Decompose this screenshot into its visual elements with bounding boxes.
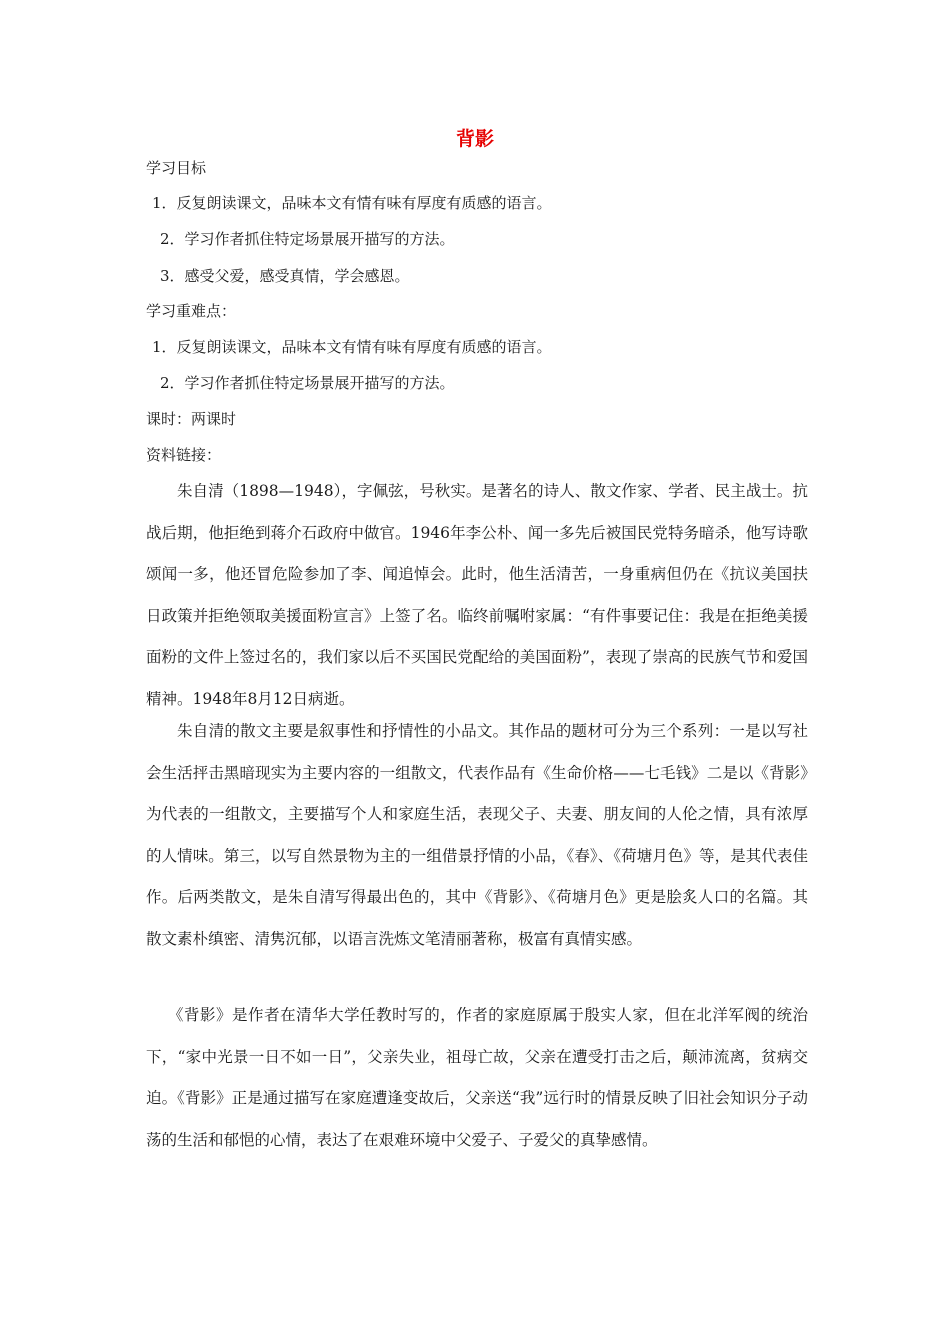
paragraph-author-bio: 朱自清（1898—1948），字佩弦，号秋实。是著名的诗人、散文作家、学者、民主战士。抗战后期，他拒绝到蒋介石政府中做官。1946年李公朴、闻一多先后被国民党特务暗杀，他写诗歌颂闻一多，他还冒危险参加了李、闻追悼会。此时，他生活清苦，一身重病但仍在《抗议美国扶日政策并拒绝领取美援面粉宣言》上签了名。临终前嘱咐家属：“有件事要记住：我是在拒绝美援面粉的文件上签过名的，我们家以后不买国民党配给的美国面粉”，表现了崇高的民族气节和爱国精神。1948年8月12日病逝。 — [146, 482, 808, 708]
paragraph-background: 《背影》是作者在清华大学任教时写的，作者的家庭原属于殷实人家，但在北洋军阀的统治下，“家中光景一日不如一日”，父亲失业，祖母亡故，父亲在遭受打击之后，颠沛流离，贫病交迫。《背影》正是通过描写在家庭遭逢变故后，父亲送“我”远行时的情景反映了旧社会知识分子动荡的生活和郁悒的心情，表达了在艰难环境中父爱子、子爱父的真挚感情。 — [146, 1006, 808, 1149]
objective-item-1: 1．反复朗读课文，品味本文有情有味有厚度有质感的语言。 — [152, 194, 552, 212]
objectives-heading: 学习目标 — [146, 159, 207, 177]
resources-heading: 资料链接： — [146, 446, 222, 464]
document-title: 背影 — [455, 128, 494, 150]
objective-item-3: 3．感受父爱，感受真情，学会感恩。 — [160, 267, 410, 285]
key-point-item-2: 2．学习作者抓住特定场景展开描写的方法。 — [160, 374, 455, 392]
objective-item-2: 2．学习作者抓住特定场景展开描写的方法。 — [160, 230, 455, 248]
key-points-heading: 学习重难点： — [146, 302, 237, 320]
key-point-item-1: 1．反复朗读课文，品味本文有情有味有厚度有质感的语言。 — [152, 338, 552, 356]
class-hours: 课时：两课时 — [146, 410, 237, 428]
paragraph-prose-style: 朱自清的散文主要是叙事性和抒情性的小品文。其作品的题材可分为三个系列：一是以写社会生活抨击黑暗现实为主要内容的一组散文，代表作品有《生命价格——七毛钱》二是以《背影》为代表的一组散文，主要描写个人和家庭生活，表现父子、夫妻、朋友间的人伦之情，具有浓厚的人情味。第三，以写自然景物为主的一组借景抒情的小品，《春》、《荷塘月色》等，是其代表佳作。后两类散文，是朱自清写得最出色的，其中《背影》、《荷塘月色》更是脍炙人口的名篇。其散文素朴缜密、清隽沉郁，以语言洗炼文笔清丽著称，极富有真情实感。 — [146, 722, 808, 948]
